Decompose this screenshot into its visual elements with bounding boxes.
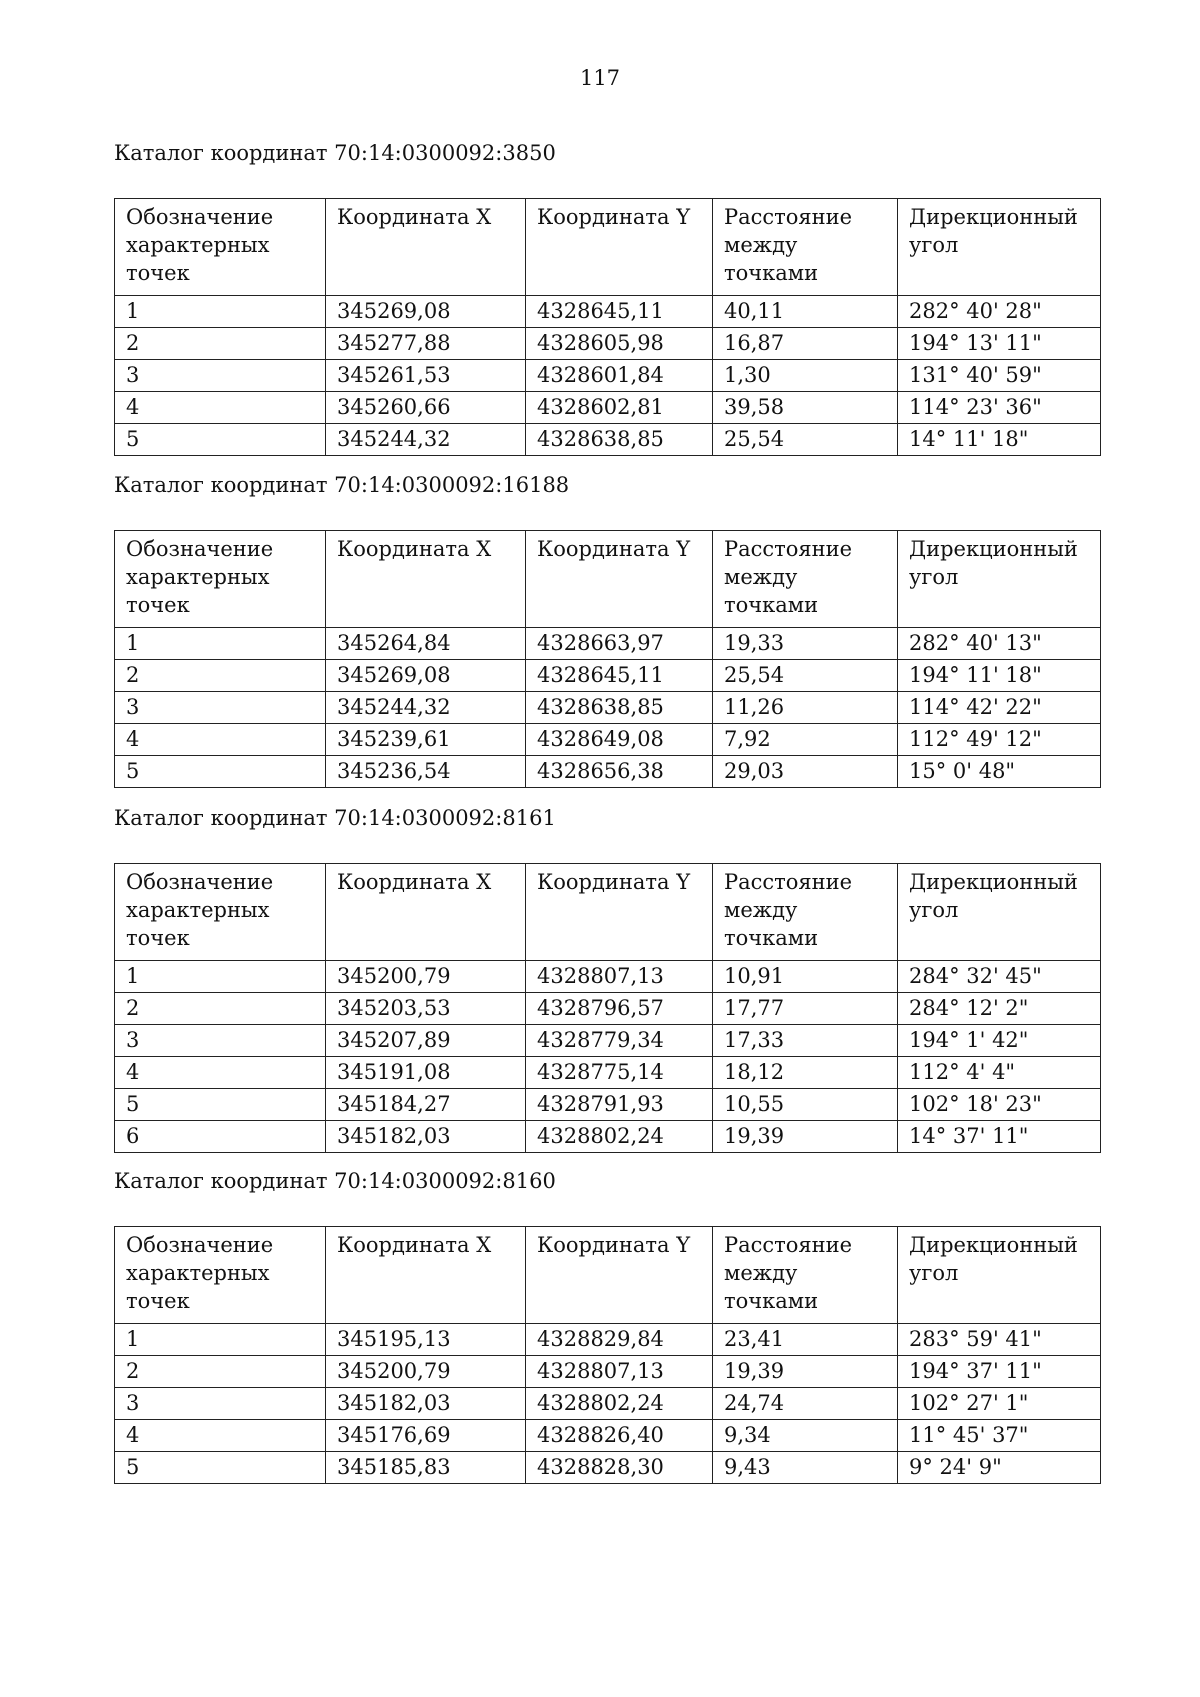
table-cell: 18,12	[713, 1057, 898, 1089]
table-row	[115, 628, 1101, 660]
table-cell: 345203,53	[326, 993, 526, 1025]
table-cell: 4328826,40	[526, 1420, 713, 1452]
coordinate-table	[114, 1226, 1101, 1484]
table-row	[115, 424, 1101, 456]
table-cell: 4328649,08	[526, 724, 713, 756]
table-cell: 9° 24' 9"	[898, 1452, 1101, 1484]
table-cell: 284° 12' 2"	[898, 993, 1101, 1025]
column-header: Координата Y	[526, 1227, 713, 1324]
table-cell: 4	[115, 1420, 326, 1452]
table-cell: 284° 32' 45"	[898, 961, 1101, 993]
column-header: Координата Y	[526, 864, 713, 961]
table-cell: 194° 11' 18"	[898, 660, 1101, 692]
table-cell: 345182,03	[326, 1121, 526, 1153]
table-cell: 15° 0' 48"	[898, 756, 1101, 788]
table-cell: 4328779,34	[526, 1025, 713, 1057]
table-cell: 194° 13' 11"	[898, 328, 1101, 360]
catalog-title: Каталог координат 70:14:0300092:3850	[114, 141, 556, 165]
table-cell: 10,91	[713, 961, 898, 993]
column-header: Дирекционный угол	[898, 199, 1101, 296]
page-number: 117	[579, 66, 621, 90]
table-cell: 14° 37' 11"	[898, 1121, 1101, 1153]
table-cell: 3	[115, 360, 326, 392]
table-cell: 345260,66	[326, 392, 526, 424]
table-cell: 4328796,57	[526, 993, 713, 1025]
table-cell: 131° 40' 59"	[898, 360, 1101, 392]
table-cell: 345195,13	[326, 1324, 526, 1356]
table-header-row	[115, 531, 1101, 628]
table-cell: 112° 49' 12"	[898, 724, 1101, 756]
table-cell: 345264,84	[326, 628, 526, 660]
table-cell: 283° 59' 41"	[898, 1324, 1101, 1356]
table-cell: 40,11	[713, 296, 898, 328]
table-cell: 102° 27' 1"	[898, 1388, 1101, 1420]
table-row	[115, 1388, 1101, 1420]
table-cell: 16,87	[713, 328, 898, 360]
table-cell: 2	[115, 328, 326, 360]
table-row	[115, 724, 1101, 756]
table-cell: 2	[115, 993, 326, 1025]
table-row	[115, 328, 1101, 360]
table-cell: 282° 40' 28"	[898, 296, 1101, 328]
table-cell: 1	[115, 961, 326, 993]
table-cell: 114° 42' 22"	[898, 692, 1101, 724]
table-cell: 345239,61	[326, 724, 526, 756]
table-row	[115, 1452, 1101, 1484]
table-cell: 5	[115, 424, 326, 456]
table-row	[115, 1089, 1101, 1121]
table-cell: 4328791,93	[526, 1089, 713, 1121]
coordinate-table	[114, 863, 1101, 1153]
table-cell: 11° 45' 37"	[898, 1420, 1101, 1452]
column-header: Обозначение характерных точек	[115, 531, 326, 628]
table-row	[115, 296, 1101, 328]
table-row	[115, 756, 1101, 788]
table-cell: 6	[115, 1121, 326, 1153]
coordinate-catalog	[114, 472, 1100, 783]
table-cell: 25,54	[713, 424, 898, 456]
coordinate-catalog	[114, 140, 1100, 451]
table-row	[115, 961, 1101, 993]
table-row	[115, 1356, 1101, 1388]
table-cell: 4328645,11	[526, 660, 713, 692]
column-header: Дирекционный угол	[898, 864, 1101, 961]
table-cell: 4328807,13	[526, 1356, 713, 1388]
table-cell: 19,39	[713, 1121, 898, 1153]
table-cell: 345185,83	[326, 1452, 526, 1484]
table-cell: 19,33	[713, 628, 898, 660]
table-cell: 7,92	[713, 724, 898, 756]
column-header: Координата Y	[526, 531, 713, 628]
table-cell: 3	[115, 692, 326, 724]
column-header: Координата Y	[526, 199, 713, 296]
table-cell: 4	[115, 724, 326, 756]
table-cell: 1,30	[713, 360, 898, 392]
table-cell: 4328602,81	[526, 392, 713, 424]
table-cell: 9,43	[713, 1452, 898, 1484]
column-header: Обозначение характерных точек	[115, 1227, 326, 1324]
table-cell: 1	[115, 296, 326, 328]
column-header: Расстояние между точками	[713, 864, 898, 961]
table-row	[115, 392, 1101, 424]
column-header: Расстояние между точками	[713, 1227, 898, 1324]
table-cell: 345200,79	[326, 961, 526, 993]
table-row	[115, 1420, 1101, 1452]
table-cell: 9,34	[713, 1420, 898, 1452]
table-cell: 114° 23' 36"	[898, 392, 1101, 424]
table-row	[115, 993, 1101, 1025]
column-header: Расстояние между точками	[713, 531, 898, 628]
table-cell: 17,33	[713, 1025, 898, 1057]
column-header: Обозначение характерных точек	[115, 199, 326, 296]
table-header-row	[115, 199, 1101, 296]
column-header: Координата X	[326, 864, 526, 961]
table-cell: 345261,53	[326, 360, 526, 392]
table-cell: 19,39	[713, 1356, 898, 1388]
table-cell: 345269,08	[326, 296, 526, 328]
table-cell: 4328663,97	[526, 628, 713, 660]
table-header-row	[115, 864, 1101, 961]
table-cell: 4328605,98	[526, 328, 713, 360]
table-cell: 3	[115, 1388, 326, 1420]
table-cell: 345236,54	[326, 756, 526, 788]
table-cell: 345207,89	[326, 1025, 526, 1057]
table-row	[115, 1324, 1101, 1356]
table-cell: 24,74	[713, 1388, 898, 1420]
table-cell: 4	[115, 392, 326, 424]
table-cell: 3	[115, 1025, 326, 1057]
column-header: Расстояние между точками	[713, 199, 898, 296]
table-cell: 4328828,30	[526, 1452, 713, 1484]
table-cell: 345200,79	[326, 1356, 526, 1388]
table-cell: 5	[115, 756, 326, 788]
table-cell: 39,58	[713, 392, 898, 424]
table-cell: 4328807,13	[526, 961, 713, 993]
table-cell: 345176,69	[326, 1420, 526, 1452]
table-cell: 345244,32	[326, 692, 526, 724]
table-cell: 345277,88	[326, 328, 526, 360]
table-cell: 345191,08	[326, 1057, 526, 1089]
table-cell: 282° 40' 13"	[898, 628, 1101, 660]
table-cell: 4328802,24	[526, 1121, 713, 1153]
table-cell: 4328638,85	[526, 692, 713, 724]
table-cell: 345244,32	[326, 424, 526, 456]
coordinate-catalog	[114, 805, 1100, 1148]
table-cell: 1	[115, 628, 326, 660]
coordinate-table	[114, 198, 1101, 456]
coordinate-catalog	[114, 1168, 1100, 1479]
column-header: Координата X	[326, 1227, 526, 1324]
table-cell: 29,03	[713, 756, 898, 788]
table-row	[115, 660, 1101, 692]
catalog-title: Каталог координат 70:14:0300092:8160	[114, 1169, 556, 1193]
table-row	[115, 1121, 1101, 1153]
table-cell: 4328656,38	[526, 756, 713, 788]
column-header: Координата X	[326, 199, 526, 296]
table-cell: 14° 11' 18"	[898, 424, 1101, 456]
table-cell: 4328829,84	[526, 1324, 713, 1356]
table-cell: 4328802,24	[526, 1388, 713, 1420]
catalog-title: Каталог координат 70:14:0300092:8161	[114, 806, 556, 830]
column-header: Обозначение характерных точек	[115, 864, 326, 961]
table-cell: 4328645,11	[526, 296, 713, 328]
table-cell: 345269,08	[326, 660, 526, 692]
table-row	[115, 692, 1101, 724]
table-cell: 5	[115, 1089, 326, 1121]
table-row	[115, 1025, 1101, 1057]
column-header: Дирекционный угол	[898, 531, 1101, 628]
table-cell: 194° 37' 11"	[898, 1356, 1101, 1388]
table-cell: 10,55	[713, 1089, 898, 1121]
table-row	[115, 360, 1101, 392]
catalog-title: Каталог координат 70:14:0300092:16188	[114, 473, 570, 497]
table-cell: 4328638,85	[526, 424, 713, 456]
table-header-row	[115, 1227, 1101, 1324]
column-header: Дирекционный угол	[898, 1227, 1101, 1324]
table-row	[115, 1057, 1101, 1089]
table-cell: 23,41	[713, 1324, 898, 1356]
table-cell: 345182,03	[326, 1388, 526, 1420]
coordinate-table	[114, 530, 1101, 788]
table-cell: 17,77	[713, 993, 898, 1025]
table-cell: 11,26	[713, 692, 898, 724]
table-cell: 4	[115, 1057, 326, 1089]
table-cell: 345184,27	[326, 1089, 526, 1121]
table-cell: 4328601,84	[526, 360, 713, 392]
table-cell: 1	[115, 1324, 326, 1356]
table-cell: 112° 4' 4"	[898, 1057, 1101, 1089]
table-cell: 25,54	[713, 660, 898, 692]
table-cell: 5	[115, 1452, 326, 1484]
column-header: Координата X	[326, 531, 526, 628]
table-cell: 102° 18' 23"	[898, 1089, 1101, 1121]
table-cell: 2	[115, 1356, 326, 1388]
table-cell: 4328775,14	[526, 1057, 713, 1089]
table-cell: 2	[115, 660, 326, 692]
table-cell: 194° 1' 42"	[898, 1025, 1101, 1057]
